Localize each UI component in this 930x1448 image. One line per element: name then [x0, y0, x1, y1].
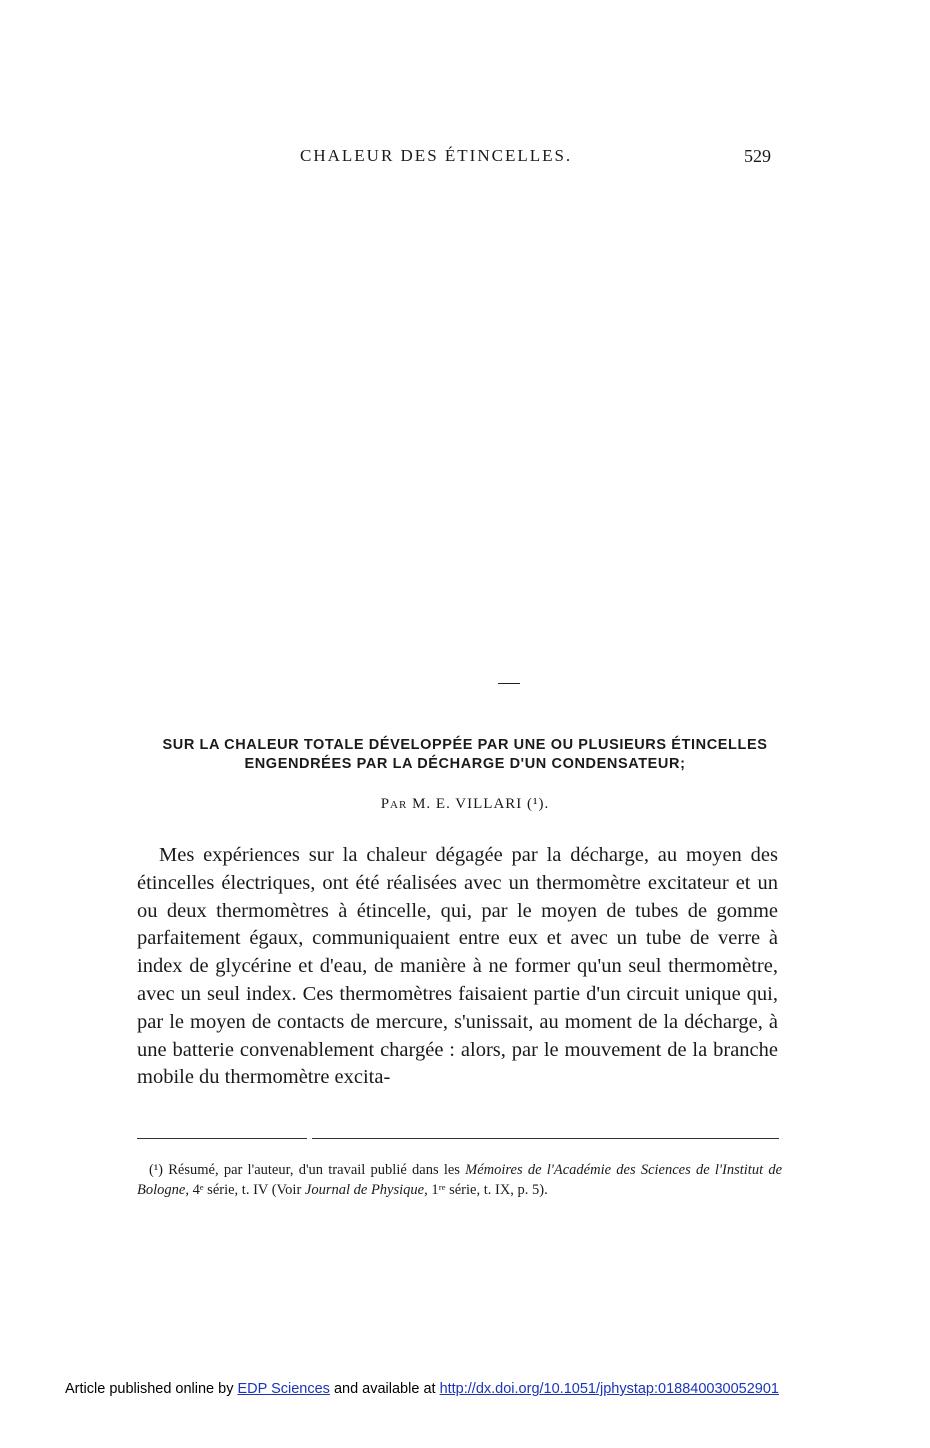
publication-notice [65, 1381, 779, 1397]
author-line [120, 796, 810, 813]
footnote-italic-b: Journal de Physique, [304, 1181, 428, 1198]
publisher-link[interactable]: EDP Sciences [237, 1381, 330, 1397]
author-prefix: Par [380, 796, 408, 812]
doi-link[interactable]: http://dx.doi.org/10.1051/jphystap:018840030052901 [439, 1381, 779, 1397]
footnote-rule-right [312, 1138, 779, 1139]
author-name: M. E. VILLARI [412, 796, 523, 812]
article-title [120, 736, 810, 774]
footnote-text-a: Résumé, par l'auteur, d'un travail publié dans les [168, 1162, 460, 1178]
page-number: 529 [744, 146, 771, 166]
article-title-line-2: ENGENDRÉES PAR LA DÉCHARGE D'UN CONDENSATEUR; [244, 756, 686, 772]
publication-prefix: Article published online by [65, 1381, 234, 1397]
author-footnote-ref: (¹). [527, 796, 550, 812]
footnote-marker: (¹) [149, 1162, 164, 1178]
footnote-text-b: 4ᵉ série, t. IV (Voir [192, 1181, 302, 1198]
body-paragraph: Mes expériences sur la chaleur dégagée par la décharge, au moyen des étincelles électriques, ont été réalisées avec un thermomètre excitateur et un ou deux thermomètres à étincelle, qui, par le moyen de tubes de gomme parfaitement égaux, communiquaient entre eux et avec un tube de verre à index de glycérine et d'eau, de manière à ne former qu'un seul thermomètre, avec un seul index. Ces thermomètres faisaient partie d'un circuit unique qui, par le moyen de contacts de mercure, s'unissait, au moment de la décharge, à une batterie convenablement chargée : alors, par le mouvement de la branche mobile du thermomètre excita- [137, 844, 778, 1089]
footnote-text-c: 1ʳᵉ série, t. IX, p. 5). [431, 1181, 548, 1198]
footnote-rule-left [137, 1138, 307, 1139]
section-separator [498, 683, 520, 684]
publication-middle: and available at [333, 1381, 436, 1397]
footnote [137, 1161, 782, 1200]
article-title-line-1: SUR LA CHALEUR TOTALE DÉVELOPPÉE PAR UNE OU PLUSIEURS ÉTINCELLES [162, 737, 768, 753]
footnote-italic-a: Mémoires de l'Académie des Sciences de l'Institut de Bologne, [137, 1162, 783, 1198]
running-header: CHALEUR DES ÉTINCELLES. [300, 146, 573, 165]
